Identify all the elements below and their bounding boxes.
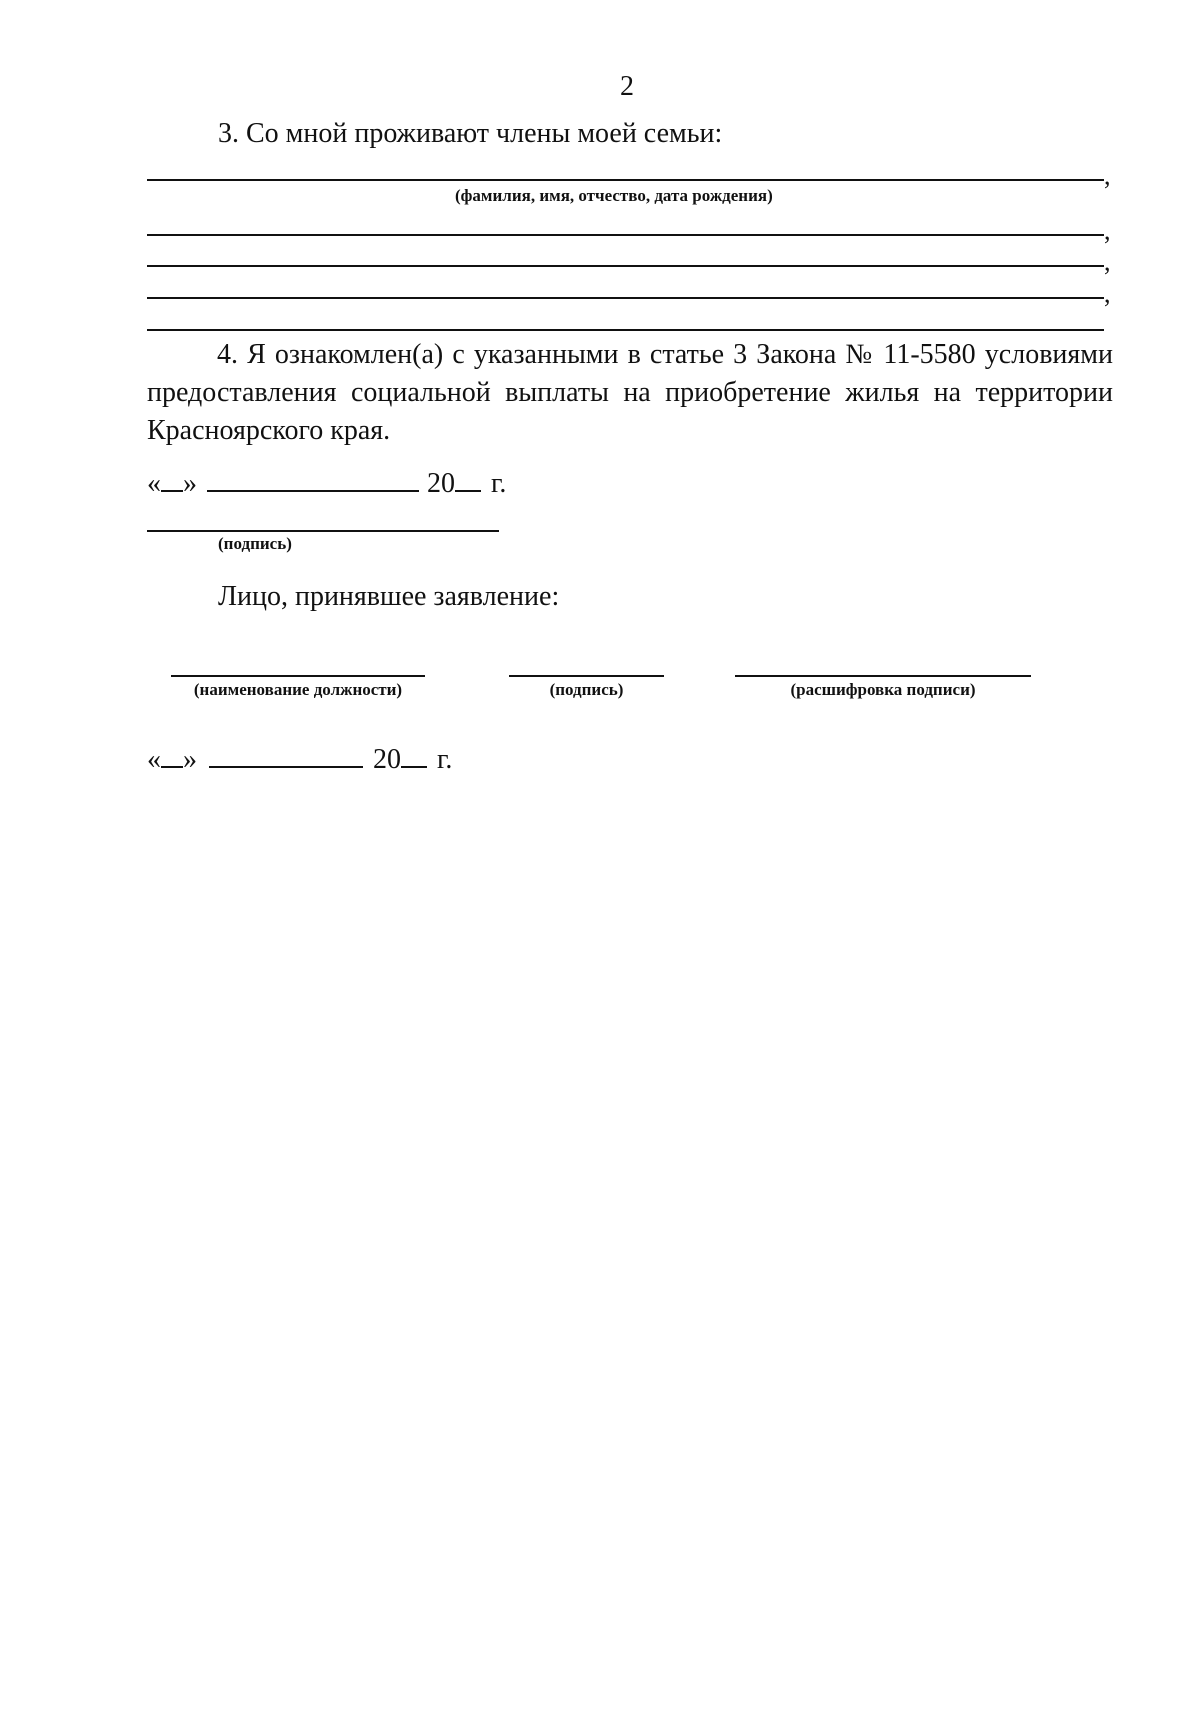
day-field[interactable] <box>161 766 183 768</box>
family-members-caption: (фамилия, имя, отчество, дата рождения) <box>455 186 773 205</box>
page-number: 2 <box>620 71 634 102</box>
receiver-signature-line[interactable] <box>509 675 664 677</box>
receiver-heading: Лицо, принявшее заявление: <box>218 581 560 612</box>
line-comma: , <box>1104 247 1111 276</box>
family-member-line-4[interactable] <box>147 297 1104 299</box>
year-suffix: г. <box>437 744 453 775</box>
receiver-date <box>147 744 452 776</box>
family-member-line-2[interactable] <box>147 234 1104 236</box>
line-comma: , <box>1104 279 1111 308</box>
line-comma: , <box>1104 216 1111 245</box>
year-field[interactable] <box>455 490 481 492</box>
applicant-signature-caption: (подпись) <box>218 534 292 553</box>
year-suffix: г. <box>491 468 507 499</box>
line-comma: , <box>1104 161 1111 190</box>
year-prefix: 20 <box>427 468 455 499</box>
family-member-line-3[interactable] <box>147 265 1104 267</box>
month-field[interactable] <box>209 766 363 768</box>
date-quote-open: « <box>147 468 161 499</box>
year-prefix: 20 <box>373 744 401 775</box>
section-4-text: 4. Я ознакомлен(а) с указанными в статье 3 Закона № 11-5580 условиями предоставления социальной выплаты на приобретение жилья на территории Красноярского края. <box>147 339 1113 446</box>
date-quote-close: » <box>183 468 197 499</box>
year-field[interactable] <box>401 766 427 768</box>
receiver-decoding-line[interactable] <box>735 675 1031 677</box>
receiver-signature-caption: (подпись) <box>549 680 624 699</box>
section-3-heading: 3. Со мной проживают члены моей семьи: <box>218 118 723 149</box>
section-4-paragraph <box>147 336 1113 450</box>
month-field[interactable] <box>207 490 419 492</box>
receiver-position-caption: (наименование должности) <box>193 680 403 699</box>
applicant-date <box>147 468 506 500</box>
receiver-decoding-caption: (расшифровка подписи) <box>790 680 976 699</box>
receiver-position-line[interactable] <box>171 675 425 677</box>
day-field[interactable] <box>161 490 183 492</box>
date-quote-close: » <box>183 744 197 775</box>
date-quote-open: « <box>147 744 161 775</box>
family-member-line-1[interactable] <box>147 179 1104 181</box>
family-member-line-5[interactable] <box>147 329 1104 331</box>
applicant-signature-line[interactable] <box>147 530 499 532</box>
